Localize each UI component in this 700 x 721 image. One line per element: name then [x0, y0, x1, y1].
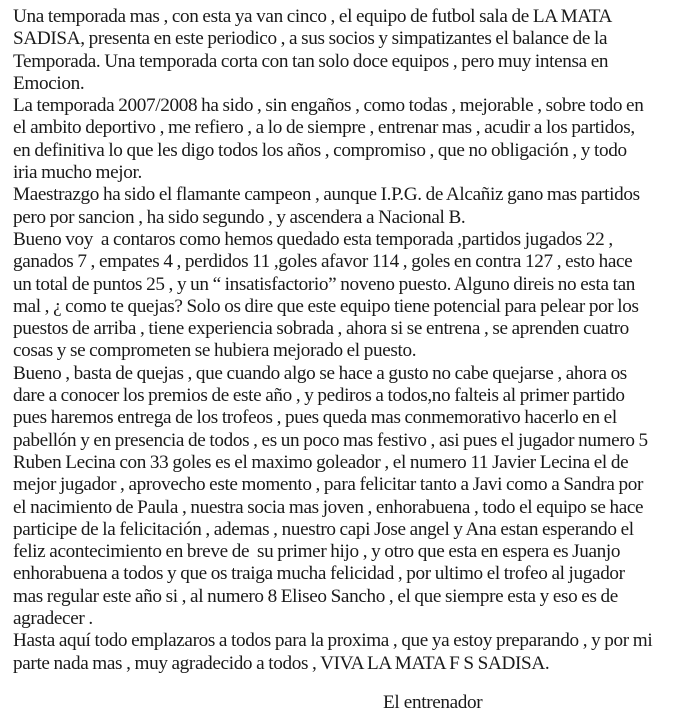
letter-line: participe de la felicitación , ademas , nuestro capi Jose angel y Ana estan esperando el [13, 518, 634, 540]
letter-line: mejor jugador , aprovecho este momento , para felicitar tanto a Javi como a Sandra por [13, 474, 643, 496]
letter-line: enhorabuena a todos y que os traiga mucha felicidad , por ultimo el trofeo al jugador [13, 563, 625, 585]
letter-line: Emocion. [13, 72, 85, 94]
letter-line: SADISA, presenta en este periodico , a sus socios y simpatizantes el balance de la [13, 28, 608, 50]
letter-line: un total de puntos 25 , y un “ insatisfactorio” noveno puesto. Alguno direis no esta tan [13, 273, 635, 295]
letter-line: cosas y se comprometen se hubiera mejorado el puesto. [13, 340, 417, 362]
letter-line: mas regular este año si , al numero 8 Eliseo Sancho , el que siempre esta y eso es de [13, 585, 618, 607]
letter-line: el ambito deportivo , me refiero , a lo de siempre , entrenar mas , acudir a los partidos, [13, 117, 635, 139]
letter-line: Hasta aquí todo emplazaros a todos para la proxima , que ya estoy preparando , y por mi [13, 630, 653, 652]
letter-line: Ruben Lecina con 33 goles es el maximo goleador , el numero 11 Javier Lecina el de [13, 451, 629, 473]
letter-line: Bueno , basta de quejas , que cuando algo se hace a gusto no cabe quejarse , ahora os [13, 362, 627, 384]
letter-line: Maestrazgo ha sido el flamante campeon , aunque I.P.G. de Alcañiz gano mas partidos [13, 184, 640, 206]
letter-line: mal , ¿ como te quejas? Solo os dire que este equipo tiene potencial para pelear por los [13, 295, 639, 317]
letter-line: pero por sancion , ha sido segundo , y ascendera a Nacional B. [13, 206, 466, 228]
letter-line: Una temporada mas , con esta ya van cinco , el equipo de futbol sala de LA MATA [13, 6, 613, 27]
signature: El entrenador [383, 692, 483, 713]
letter-line: feliz acontecimiento en breve de su primer hijo , y otro que esta en espera es Juanjo [13, 541, 621, 563]
letter-line: iria mucho mejor. [13, 162, 142, 184]
letter-line: pabellón y en presencia de todos , es un poco mas festivo , asi pues el jugador numero 5 [13, 429, 648, 451]
letter-line: La temporada 2007/2008 ha sido , sin engaños , como todas , mejorable , sobre todo en [13, 95, 644, 117]
letter-line: pues haremos entrega de los trofeos , pues queda mas conmemorativo hacerlo en el [13, 407, 617, 429]
letter-line: puestos de arriba , tiene experiencia sobrada , ahora si se entrena , se aprenden cuatro [13, 318, 629, 340]
letter-line: Temporada. Una temporada corta con tan solo doce equipos , pero muy intensa en [13, 50, 609, 72]
letter-line: el nacimiento de Paula , nuestra socia mas joven , enhorabuena , todo el equipo se hace [13, 496, 644, 518]
letter-line: Bueno voy a contaros como hemos quedado esta temporada ,partidos jugados 22 , [13, 228, 613, 250]
letter-line: parte nada mas , muy agradecido a todos , VIVA LA MATA F S SADISA. [13, 652, 550, 674]
letter-line: agradecer . [13, 608, 93, 630]
letter-body [13, 6, 697, 675]
letter-line: ganados 7 , empates 4 , perdidos 11 ,goles afavor 114 , goles en contra 127 , esto hace [13, 251, 633, 273]
letter-line: dare a conocer los premios de este año , y pediros a todos,no falteis al primer partido [13, 385, 625, 407]
letter-line: en definitiva lo que les digo todos los años , compromiso , que no obligación , y todo [13, 139, 627, 161]
